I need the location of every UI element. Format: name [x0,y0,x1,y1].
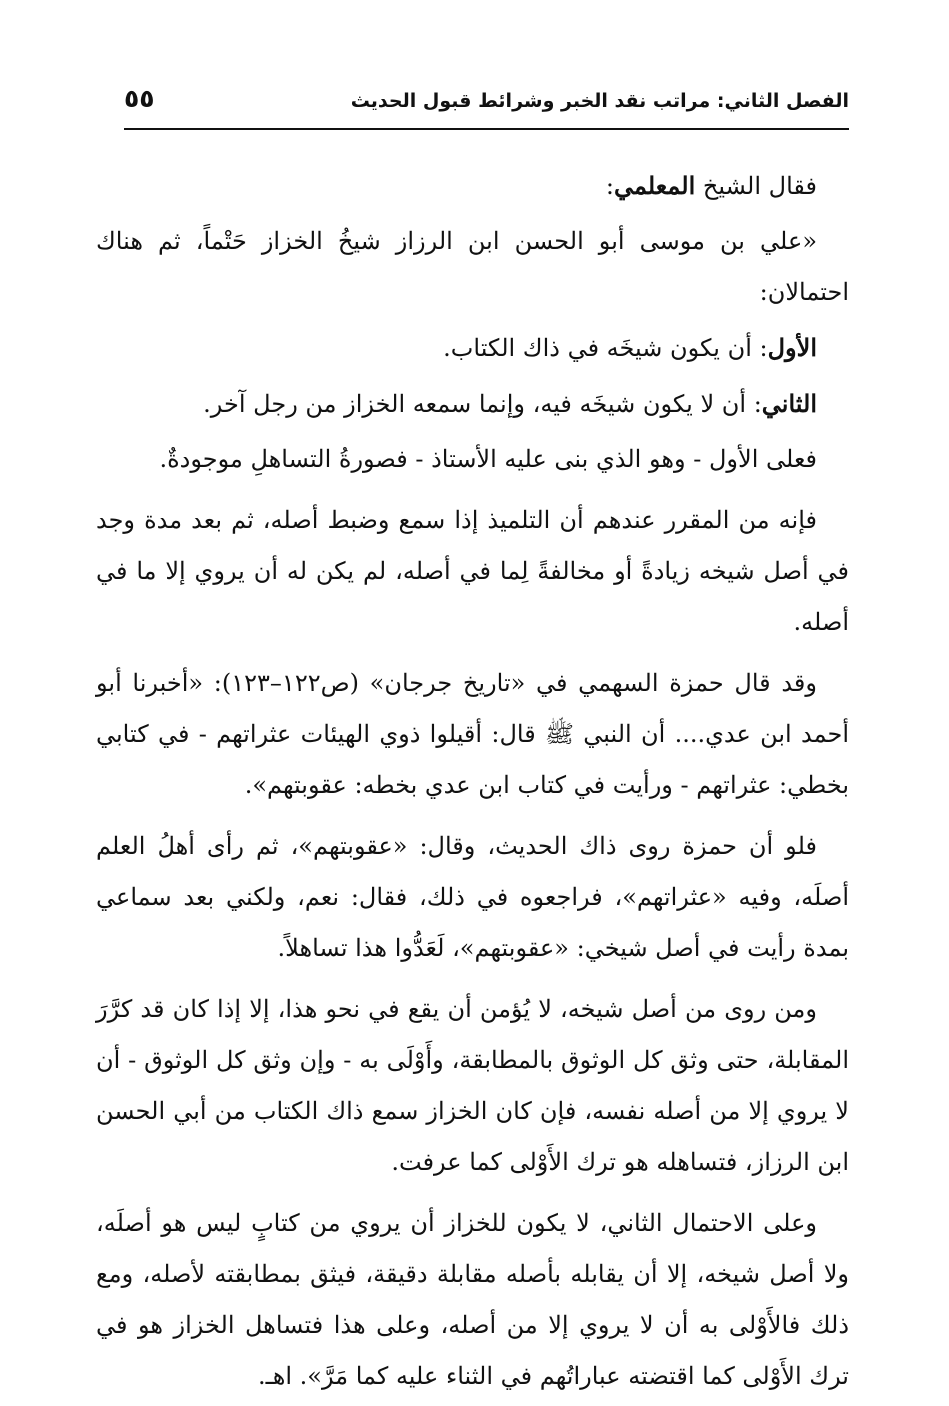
paragraph-quote-open [96,216,849,318]
paragraph-on-first [96,434,849,485]
paragraph-text: : أن لا يكون شيخَه فيه، وإنما سمعه الخزاز من رجل آخر. [203,390,762,418]
header-rule [124,128,849,130]
paragraph-bold-label: الثاني [761,389,817,418]
paragraph-hamza-quote [96,658,849,811]
paragraph-narrating-from-teacher [96,984,849,1188]
paragraph-bold-name: المعلمي [613,171,696,200]
paragraph-text: ومن روى من أصل شيخه، لا يُؤمن أن يقع في نحو هذا، إلا إذا كان قد كرَّرَ المقابلة، حتى وثق كل الوثوق بالمطابقة، وأَوْلَى به - وإن وثق كل الوثوق - أن لا يروي إلا من أصله نفسه، فإن كان الخزاز سمع ذاك الكتاب من أبي الحسن ابن الرزاز، فتساهله هو ترك الأَوْلى كما عرفت. [96,995,849,1176]
paragraph-first-possibility [96,322,849,374]
paragraph-text: فعلى الأول - وهو الذي بنى عليه الأستاذ - فصورةُ التساهلِ موجودةٌ. [159,445,817,473]
paragraph-text: «علي بن موسى أبو الحسن ابن الرزاز شيخُ الخزاز حَتْماً، ثم هناك احتمالان: [96,227,849,306]
running-title: الفصل الثاني: مراتب نقد الخبر وشرائط قبول الحديث [350,90,849,112]
paragraph-text: وعلى الاحتمال الثاني، لا يكون للخزاز أن يروي من كتابٍ ليس هو أصلَه، ولا أصل شيخه، إلا أن يقابله بأصله مقابلة دقيقة، فيثق بمطابقته لأصله، ومع ذلك فالأَوْلى به أن لا يروي إلا من أصله، وعلى هذا فتساهل الخزاز هو في ترك الأَوْلى كما اقتضته عباراتُهم في الثناء عليه كما مَرَّ». اهـ. [96,1209,850,1390]
paragraph-bold-label: الأول [767,333,817,362]
paragraph-text: فإنه من المقرر عندهم أن التلميذ إذا سمع وضبط أصله، ثم بعد مدة وجد في أصل شيخه زيادةً أو مخالفةً لِما في أصله، لم يكن له أن يروي إلا ما في أصله. [96,506,849,636]
paragraph-established-rule [96,495,849,648]
paragraph-text: فقال الشيخ [695,172,817,200]
paragraph-hypothetical [96,821,849,974]
page-header [124,84,849,128]
paragraph-intro [96,160,849,212]
paragraph-second-possibility-discussion [96,1198,849,1402]
paragraph-second-possibility [96,378,849,430]
paragraph-text: وقد قال حمزة السهمي في «تاريخ جرجان» (ص١٢٢–١٢٣): «أخبرنا أبو أحمد ابن عدي.... أن النبي ﷺ قال: أقيلوا ذوي الهيئات عثراتهم - في كتابي بخطي: عثراتهم - ورأيت في كتاب ابن عدي بخطه: عقوبتهم». [96,669,849,799]
paragraph-text: فلو أن حمزة روى ذاك الحديث، وقال: «عقوبتهم»، ثم رأى أهلُ العلم أصلَه، وفيه «عثراتهم»، فراجعوه في ذلك، فقال: نعم، ولكني بعد سماعي بمدة رأيت في أصل شيخي: «عقوبتهم»، لَعَدُّوا هذا تساهلاً. [96,832,849,962]
page-number: ٥٥ [124,84,155,113]
paragraph-text: : أن يكون شيخَه في ذاك الكتاب. [443,334,768,362]
paragraph-text: : [605,172,614,200]
page-body [96,160,849,1406]
